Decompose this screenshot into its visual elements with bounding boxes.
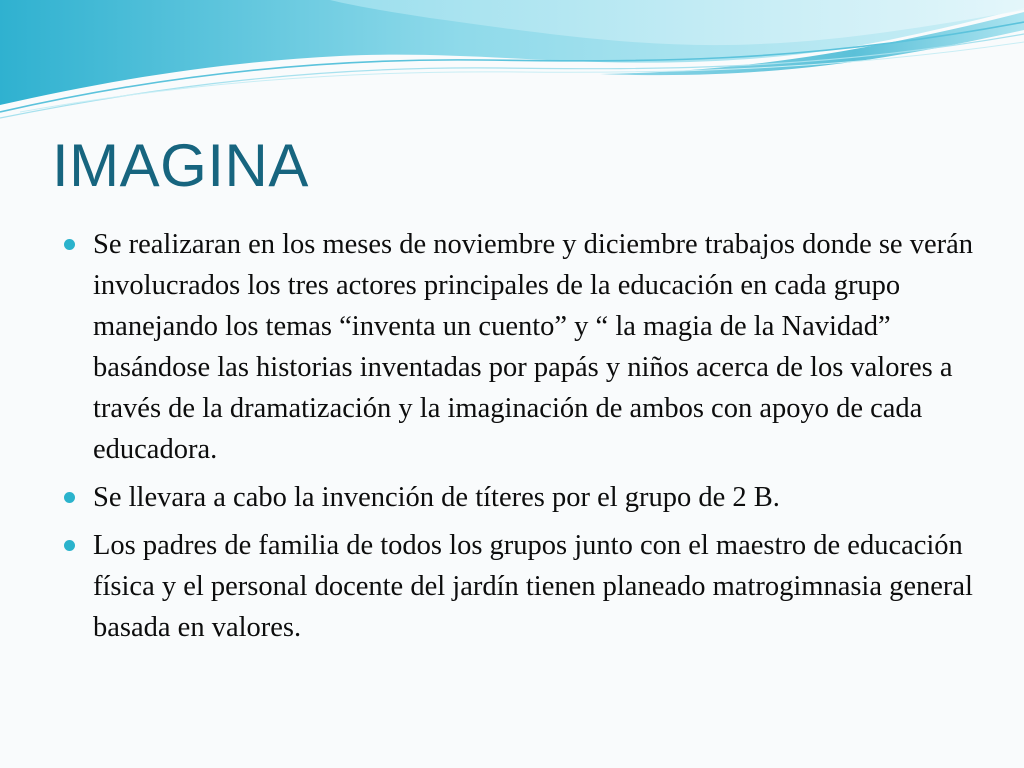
bullet-item [64, 224, 984, 470]
bullet-icon [64, 492, 75, 503]
slide-title: IMAGINA [52, 132, 309, 199]
bullet-text: Los padres de familia de todos los grupos junto con el maestro de educación física y el personal docente del jardín tienen planeado matrogimnasia general basada en valores. [93, 530, 973, 643]
decorative-wave-banner [0, 0, 1024, 125]
bullet-icon [64, 239, 75, 250]
bullet-icon [64, 540, 75, 551]
bullet-list [64, 224, 984, 655]
bullet-item [64, 477, 984, 518]
bullet-text: Se realizaran en los meses de noviembre y diciembre trabajos donde se verán involucrados los tres actores principales de la educación en cada grupo manejando los temas “inventa un cuento” y “ la magia de la Navidad” basándose las historias inventadas por papás y niños acerca de los valores a través de la dramatización y la imaginación de ambos con apoyo de cada educadora. [93, 229, 973, 465]
bullet-item [64, 525, 984, 648]
bullet-text: Se llevara a cabo la invención de títeres por el grupo de 2 B. [93, 482, 780, 513]
